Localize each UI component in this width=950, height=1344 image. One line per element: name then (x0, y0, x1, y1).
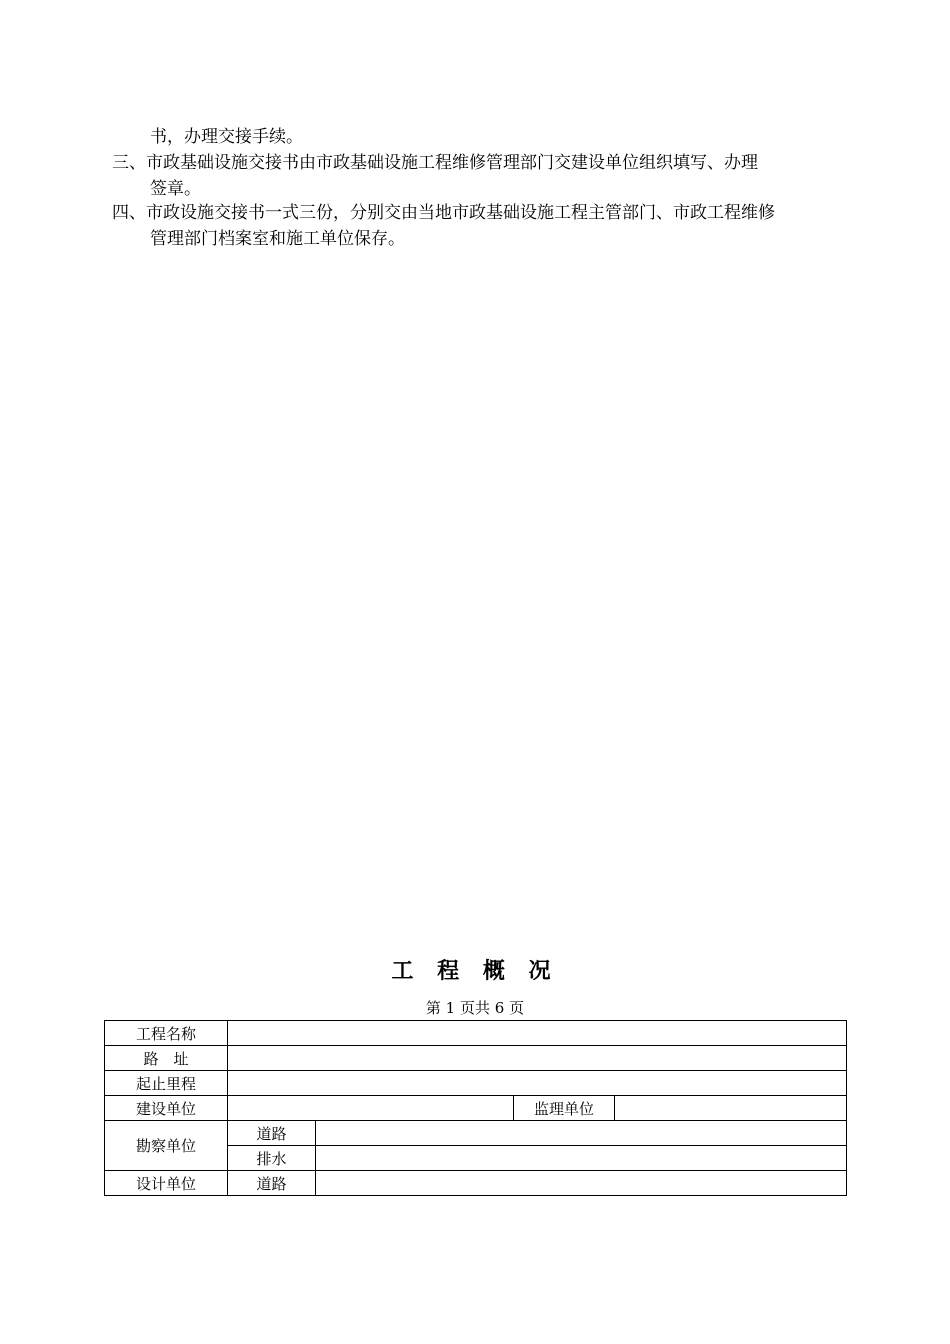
mileage-value[interactable] (228, 1071, 847, 1096)
survey-unit-label: 勘察单位 (105, 1121, 228, 1171)
supervision-unit-value[interactable] (615, 1096, 847, 1121)
address-label: 路 址 (105, 1046, 228, 1071)
survey-drainage-label: 排水 (228, 1146, 316, 1171)
table-row (105, 1021, 847, 1046)
paragraph-line: 签章。 (150, 179, 201, 199)
paragraph-line: 四、市政设施交接书一式三份，分别交由当地市政基础设施工程主管部门、市政工程维修 (112, 203, 775, 223)
project-name-label: 工程名称 (105, 1021, 228, 1046)
table-row (105, 1046, 847, 1071)
supervision-unit-label: 监理单位 (514, 1096, 615, 1121)
construction-unit-label: 建设单位 (105, 1096, 228, 1121)
project-overview-table (104, 1020, 847, 1196)
paragraph-line: 书，办理交接手续。 (150, 127, 303, 147)
construction-unit-value[interactable] (228, 1096, 514, 1121)
mileage-label: 起止里程 (105, 1071, 228, 1096)
paragraph-line: 管理部门档案室和施工单位保存。 (150, 229, 405, 249)
table-row (105, 1171, 847, 1196)
project-name-value[interactable] (228, 1021, 847, 1046)
paragraph-continuation (112, 124, 842, 150)
paragraph-line: 三、市政基础设施交接书由市政基础设施工程维修管理部门交建设单位组织填写、办理 (112, 153, 758, 173)
design-unit-label: 设计单位 (105, 1171, 228, 1196)
design-road-value[interactable] (316, 1171, 847, 1196)
table-row (105, 1096, 847, 1121)
survey-drainage-value[interactable] (316, 1146, 847, 1171)
table-row (105, 1071, 847, 1096)
survey-road-value[interactable] (316, 1121, 847, 1146)
design-road-label: 道路 (228, 1171, 316, 1196)
paragraph-item-3 (112, 150, 842, 202)
paragraph-item-4 (112, 200, 842, 252)
page-indicator: 第 1 页共 6 页 (425, 999, 525, 1017)
section-title: 工 程 概 况 (391, 959, 559, 984)
table-row (105, 1121, 847, 1146)
address-value[interactable] (228, 1046, 847, 1071)
survey-road-label: 道路 (228, 1121, 316, 1146)
